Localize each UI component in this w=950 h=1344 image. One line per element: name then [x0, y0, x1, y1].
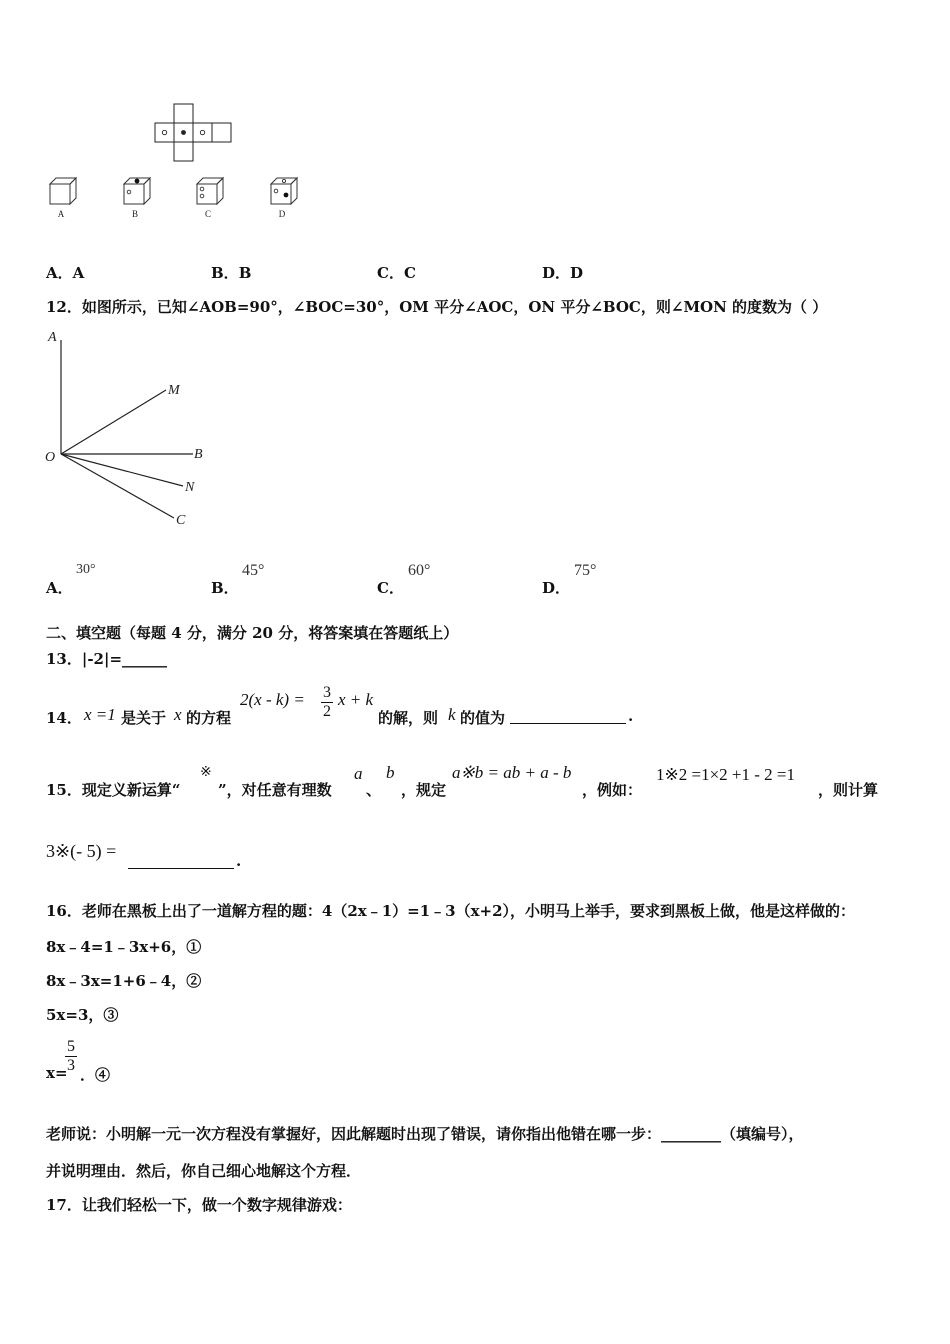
q14-var-x: x [174, 705, 182, 724]
label-o: O [45, 450, 56, 465]
q16-question: 16．老师在黑板上出了一道解方程的题：4（2x﹣1）=1﹣3（x+2），小明马上举手，要求到黑板上做，他是这样做的： [46, 902, 856, 920]
q15-answer-blank[interactable] [128, 846, 234, 869]
q11-option-a-value: A [72, 264, 85, 282]
cube-option-b [120, 174, 160, 222]
q12-option-d-value: 75° [574, 562, 597, 579]
q14-tail2: 的值为 [460, 709, 506, 727]
q11-option-d-label: D． [542, 264, 571, 282]
label-c: C [176, 513, 186, 528]
q11-option-a-label: A． [46, 264, 73, 282]
q16-step4-fraction [65, 1038, 77, 1075]
q11-option-b-value: B [238, 264, 252, 282]
q12-option-b-value: 45° [242, 562, 265, 579]
q14-x-eq: x =1 [84, 705, 116, 724]
q11-option-c-value: C [403, 264, 416, 282]
q14-answer-blank[interactable] [510, 708, 626, 724]
q15-expression-line [46, 840, 306, 872]
cube-label-b: B [131, 209, 139, 219]
q15-example: 1※2 =1×2 +1 - 2 =1 [656, 765, 796, 784]
q15-expr: 3※(- 5) = [46, 841, 117, 861]
cube-option-c [193, 174, 233, 222]
q14-var-k: k [448, 705, 456, 724]
q12-question: 12．如图所示，已知∠AOB=90°，∠BOC=30°，OM 平分∠AOC，ON 平分∠BOC，则∠MON 的度数为（ ） [46, 298, 828, 316]
label-n: N [185, 480, 195, 495]
q16-step4-prefix: x= [46, 1064, 68, 1082]
q16-step-4 [46, 1038, 166, 1084]
q16-step-2: 8x﹣3x=1+6﹣4，② [46, 972, 202, 990]
q11-option-b[interactable] [211, 262, 251, 283]
cube-label-a: A [57, 209, 65, 219]
label-m: M [168, 383, 180, 398]
q15-var-b: b [386, 763, 395, 782]
q12-option-d-label: D． [542, 579, 571, 597]
q16-step4-den: 3 [67, 1057, 75, 1074]
q14-frac-num: 3 [323, 684, 331, 701]
q16-step4-num: 5 [67, 1038, 75, 1055]
q15-num: 15．现定义新运算“ [46, 781, 181, 799]
q14-mid: 是关于 [121, 709, 167, 727]
q12-option-b-label: B． [211, 579, 239, 597]
q16-teacher-line-2: 并说明理由．然后，你自己细心地解这个方程． [46, 1162, 362, 1180]
q14-eq-label: 的方程 [186, 709, 232, 727]
q12-option-c-label: C． [377, 579, 404, 597]
q15-question [46, 762, 926, 802]
q12-option-d[interactable] [542, 562, 662, 596]
q14-fraction [321, 684, 333, 721]
q14-frac-den: 2 [323, 703, 331, 720]
q15-example-label: ，例如： [582, 781, 643, 799]
cube-net-figure [150, 100, 234, 164]
q14-eq-right: x + k [338, 690, 374, 709]
q12-option-b[interactable] [211, 562, 331, 596]
q17-question: 17．让我们轻松一下，做一个数字规律游戏： [46, 1196, 352, 1214]
q15-compute-label: ，则计算 [818, 781, 879, 799]
q15-rule-label: ，规定 [401, 781, 447, 799]
q15-after-symbol: ”，对任意有理数 [218, 781, 332, 799]
q14-eq-left: 2(x - k) = [240, 690, 305, 709]
q11-option-b-label: B． [211, 264, 239, 282]
cube-label-d: D [278, 209, 286, 219]
q12-option-a-label: A． [46, 579, 73, 597]
q14-num: 14． [46, 709, 82, 727]
label-b: B [194, 447, 203, 462]
q15-sep: 、 [366, 781, 382, 799]
q13-question: 13．|-2|=______ [46, 650, 168, 668]
q12-option-c-value: 60° [408, 562, 431, 579]
q11-option-a[interactable] [46, 262, 84, 283]
q15-rule: a※b = ab + a - b [452, 763, 572, 782]
q11-option-d[interactable] [542, 262, 583, 283]
q12-option-a[interactable] [46, 562, 166, 596]
q12-option-a-value: 30° [76, 562, 96, 577]
q15-symbol: ※ [200, 765, 212, 780]
q12-option-c[interactable] [377, 562, 497, 596]
q11-option-c[interactable] [377, 262, 416, 283]
q16-step-1: 8x﹣4=1﹣3x+6，① [46, 938, 202, 956]
q11-option-c-label: C． [377, 264, 404, 282]
cube-label-c: C [204, 209, 212, 219]
cube-option-a [46, 174, 86, 222]
label-a: A [48, 330, 57, 345]
q16-step-3: 5x=3，③ [46, 1006, 119, 1024]
q11-option-d-value: D [570, 264, 584, 282]
angle-diagram [40, 322, 220, 536]
cube-option-d [267, 174, 307, 222]
q15-end: . [236, 852, 242, 870]
q16-step4-suffix: ．④ [80, 1066, 111, 1084]
q16-teacher-line: 老师说：小明解一元一次方程没有掌握好，因此解题时出现了错误，请你指出他错在哪一步：________（填编号）， [46, 1125, 804, 1143]
q14-tail: 的解，则 [378, 709, 439, 727]
q14-end: . [628, 707, 634, 725]
q15-var-a: a [354, 764, 363, 783]
section-heading: 二、填空题（每题 4 分，满分 20 分，将答案填在答题纸上） [46, 624, 459, 642]
